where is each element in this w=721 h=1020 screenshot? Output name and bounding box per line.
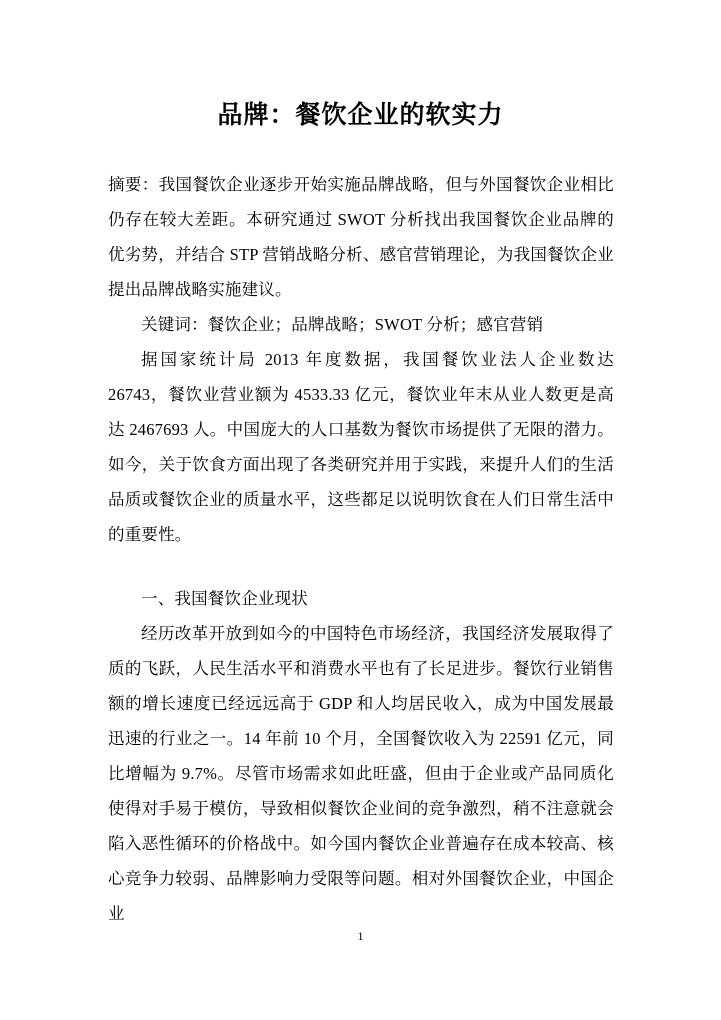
body-paragraph-2: 经历改革开放到如今的中国特色市场经济，我国经济发展取得了质的飞跃，人民生活水平和消费水平也有了长足进步。餐饮行业销售额的增长速度已经远远高于 GDP 和人均居民收入，成为中国发展最迅速的行业之一。14 年前 10 个月，全国餐饮收入为 22591 亿元，同比增幅为 9.7%。尽管市场需求如此旺盛，但由于企业或产品同质化使得对手易于模仿，导致相似餐饮企业间的竞争激烈，稍不注意就会陷入恶性循环的价格战中。如今国内餐饮企业普遍存在成本较高、核心竞争力较弱、品牌影响力受限等问题。相对外国餐饮企业，中国企业 [108, 624, 614, 923]
body-paragraph-1: 据国家统计局 2013 年度数据，我国餐饮业法人企业数达 26743，餐饮业营业额为 4533.33 亿元，餐饮业年末从业人数更是高达 2467693 人。中国庞大的人口基数为餐饮市场提供了无限的潜力。如今，关于饮食方面出现了各类研究并用于实践，来提升人们的生活品质或餐饮企业的质量水平，这些都足以说明饮食在人们日常生活中的重要性。 [108, 350, 614, 544]
page-number: 1 [357, 929, 364, 943]
keywords-paragraph: 关键词：餐饮企业；品牌战略；SWOT 分析；感官营销 [141, 315, 544, 334]
abstract-paragraph: 摘要：我国餐饮企业逐步开始实施品牌战略，但与外国餐饮企业相比仍存在较大差距。本研究通过 SWOT 分析找出我国餐饮企业品牌的优劣势，并结合 STP 营销战略分析、感官营销理论，为我国餐饮企业提出品牌战略实施建议。 [108, 175, 614, 299]
page-title: 品牌：餐饮企业的软实力 [217, 101, 504, 129]
section-heading-1: 一、我国餐饮企业现状 [141, 589, 308, 608]
